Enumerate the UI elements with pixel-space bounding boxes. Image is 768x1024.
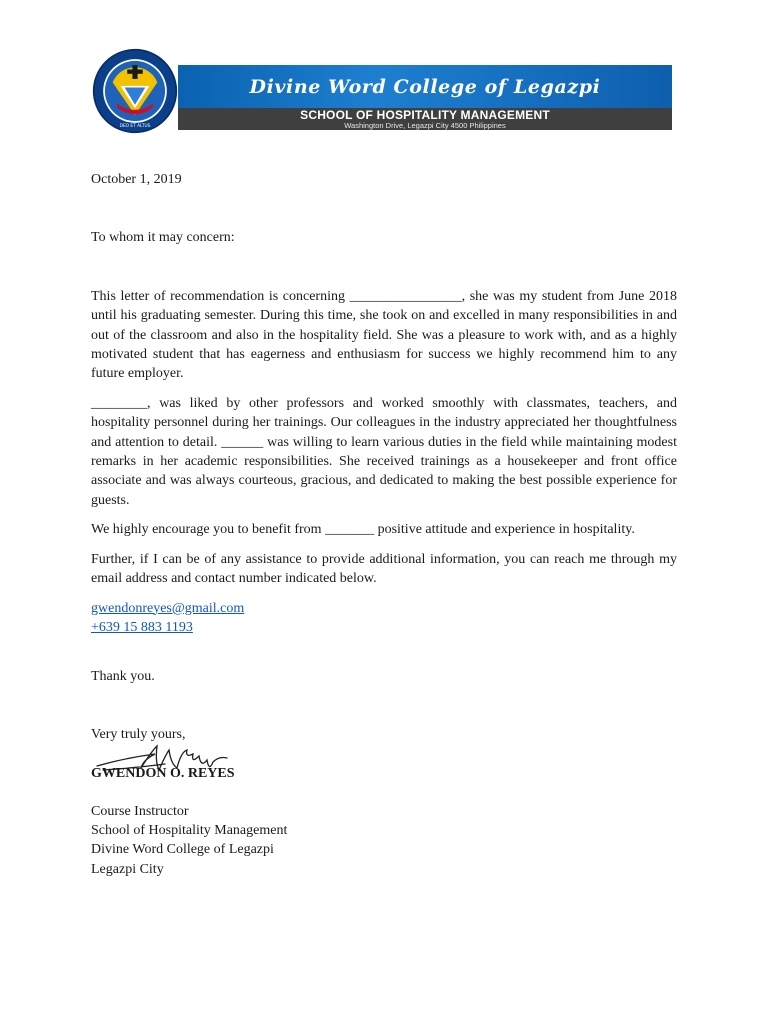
paragraph-3: We highly encourage you to benefit from _______ positive attitude and experience in hospitality. (91, 522, 635, 538)
college-seal-logo (92, 48, 178, 134)
school-address: Washington Drive, Legazpi City 4500 Philippines (344, 121, 506, 130)
signer-name: GWENDON O. REYES (91, 766, 235, 782)
paragraph-4: Further, if I can be of any assistance to provide additional information, you can reach me through my email address and contact number indicated below. (91, 551, 677, 587)
closing: Very truly yours, (91, 726, 186, 742)
letterhead (92, 46, 674, 138)
thank-you: Thank you. (91, 669, 155, 685)
signer-department: School of Hospitality Management (91, 822, 288, 838)
paragraph-2: ________, was liked by other professors and worked smoothly with classmates, teachers, and hospitality personnel during her trainings. Our colleagues in the industry appreciated her thoughtfulness and attention to detail. ______ was willing to learn various duties in the field while maintaining modest remarks in her academic responsibilities. She received trainings as a housekeeper and front office associate and was always courteous, gracious, and dedicated to making the best possible experience for guests. (91, 395, 677, 508)
signer-city: Legazpi City (91, 861, 164, 877)
contact-info (91, 599, 677, 638)
letter-date: October 1, 2019 (91, 172, 182, 187)
signer-institution: Divine Word College of Legazpi (91, 842, 274, 858)
email-link[interactable]: gwendonreyes@gmail.com (91, 600, 245, 616)
seal-motto: DEO ET ALTUS (119, 124, 151, 130)
college-name-banner: Divine Word College of Legazpi (178, 65, 672, 109)
school-name: SCHOOL OF HOSPITALITY MANAGEMENT (300, 108, 550, 122)
letter-greeting: To whom it may concern: (91, 230, 235, 246)
school-banner (178, 108, 672, 130)
paragraph-1: This letter of recommendation is concerning ________________, she was my student from June 2018 until his graduating semester. During this time, she took on and excelled in many responsibilities in and out of the classroom and also in the hospitality field. She was a pleasure to work with, and as a highly motivated student that has eagerness and enthusiasm for success we highly recommend him to any future employer. (91, 288, 677, 382)
signer-title: Course Instructor (91, 803, 189, 819)
phone-link[interactable]: +639 15 883 1193 (91, 619, 193, 635)
letter-body (91, 170, 677, 879)
